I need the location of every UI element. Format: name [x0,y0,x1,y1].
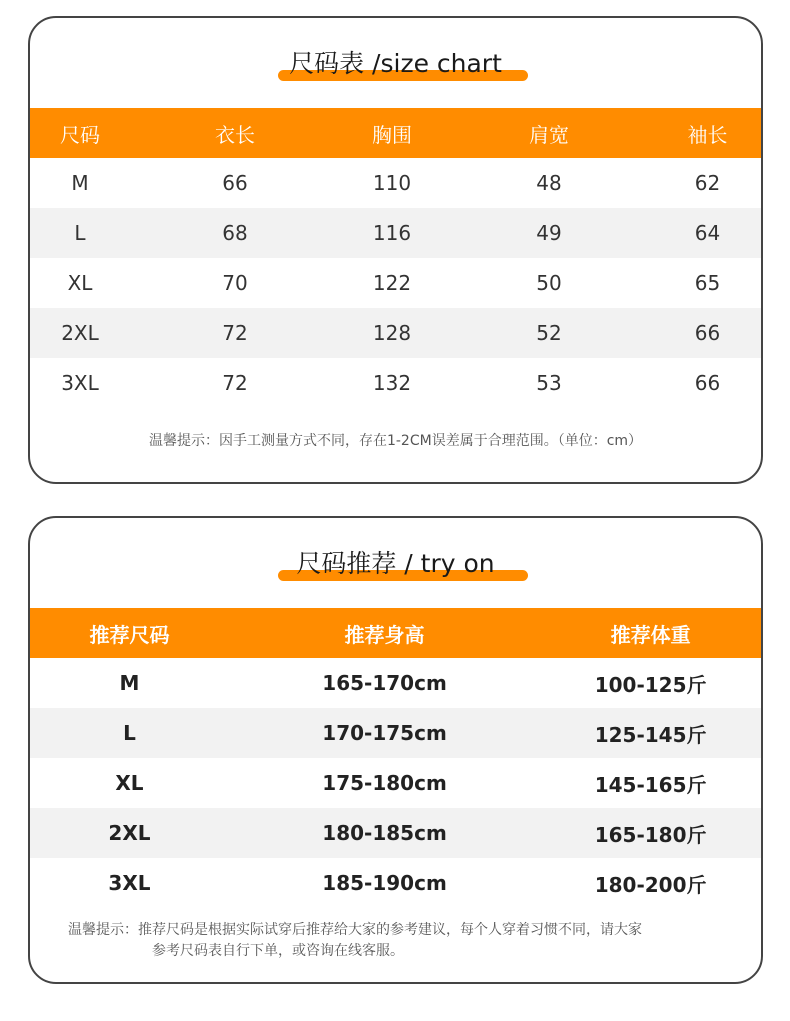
size-chart-table [30,108,761,408]
table-cell: 65 [694,271,721,295]
table-cell: 52 [536,321,562,345]
table-row [30,708,761,758]
table-cell: 50 [536,271,562,295]
table-cell: 100-125斤 [594,672,707,697]
table-cell: 66 [694,371,721,395]
size-chart-title: 尺码表 /size chart [289,49,502,78]
header-recommended-height: 推荐身高 [344,622,425,647]
table-cell: 125-145斤 [594,722,707,747]
table-cell: 110 [372,171,412,195]
table-cell: XL [115,771,144,795]
table-cell: 70 [222,271,248,295]
table-cell: 180-200斤 [594,872,707,897]
table-cell: 66 [222,171,248,195]
table-row [30,658,761,708]
table-cell: 48 [536,171,562,195]
header-sleeve: 袖长 [687,122,728,147]
table-cell: 68 [222,221,248,245]
header-size: 尺码 [60,122,100,147]
table-cell: 132 [372,371,412,395]
size-chart-header-row [30,108,761,158]
try-on-title: 尺码推荐 / try on [296,549,495,578]
table-cell: 72 [222,321,248,345]
table-cell: 165-170cm [322,671,447,695]
header-recommended-weight: 推荐体重 [610,622,691,647]
table-cell: 165-180斤 [594,822,707,847]
table-row [30,858,761,908]
table-cell: 72 [222,371,248,395]
header-length: 衣长 [215,122,255,147]
try-on-table [30,608,761,908]
header-shoulder: 肩宽 [529,122,569,147]
try-on-title-area [30,544,761,584]
header-recommended-size: 推荐尺码 [89,622,170,647]
table-row [30,358,761,408]
table-cell: M [71,171,89,195]
size-chart-note: 温馨提示：因手工测量方式不同，存在1-2CM误差属于合理范围。（单位：cm） [148,433,643,449]
table-cell: M [119,671,140,695]
table-row [30,808,761,858]
table-row [30,308,761,358]
table-cell: 3XL [61,371,99,395]
table-cell: 2XL [108,821,151,845]
table-cell: 122 [372,271,412,295]
table-cell: L [123,721,136,745]
table-cell: 185-190cm [322,871,447,895]
table-row [30,158,761,208]
try-on-card [28,516,763,984]
table-cell: 170-175cm [322,721,447,745]
table-cell: 49 [536,221,562,245]
header-chest: 胸围 [372,122,412,147]
table-cell: 145-165斤 [594,772,707,797]
table-cell: L [74,221,86,245]
table-cell: 64 [694,221,721,245]
table-cell: 62 [694,171,721,195]
table-cell: 175-180cm [322,771,447,795]
try-on-note [68,920,731,962]
table-cell: 128 [372,321,412,345]
table-cell: 66 [694,321,721,345]
size-chart-title-area [30,44,761,84]
table-cell: 3XL [108,871,151,895]
table-row [30,258,761,308]
table-cell: 53 [536,371,562,395]
try-on-note-line2: 参考尺码表自行下单，或咨询在线客服。 [152,943,404,959]
table-cell: 180-185cm [322,821,447,845]
table-cell: 116 [372,221,412,245]
table-cell: 2XL [61,321,99,345]
table-row [30,758,761,808]
try-on-note-line1: 温馨提示：推荐尺码是根据实际试穿后推荐给大家的参考建议，每个人穿着习惯不同，请大家 [68,922,642,938]
table-row [30,208,761,258]
table-cell: XL [67,271,93,295]
try-on-header-row [30,608,761,658]
size-chart-card [28,16,763,484]
